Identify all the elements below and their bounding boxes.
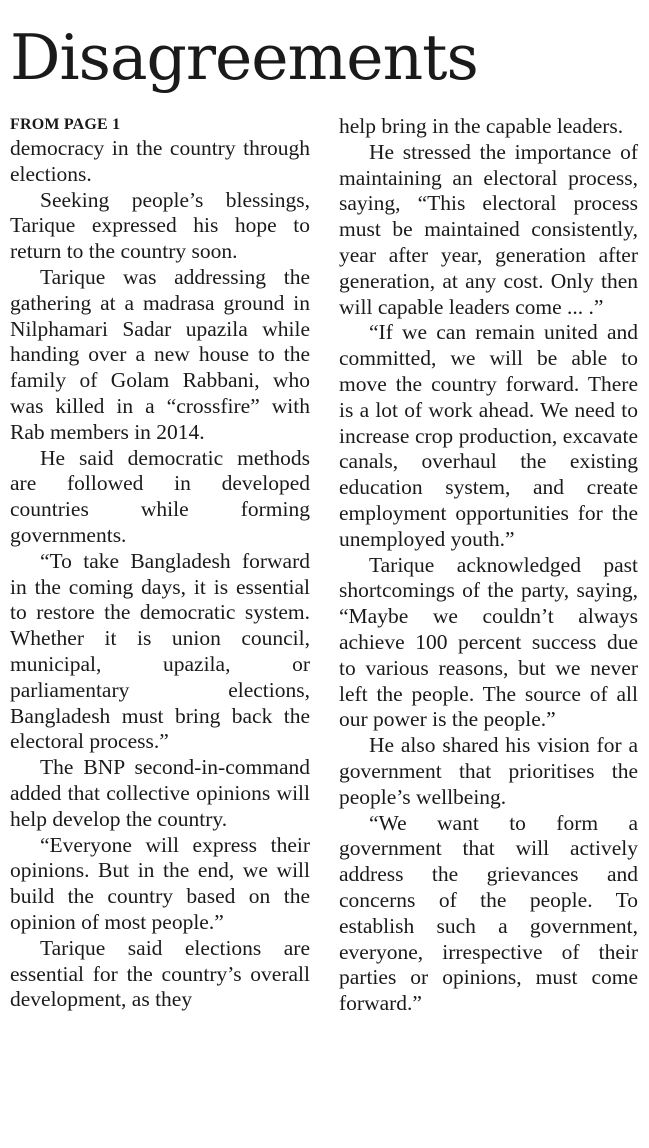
dateline: FROM PAGE 1: [10, 116, 121, 133]
article-column-left: [10, 114, 310, 1013]
headline: Disagreements: [10, 21, 478, 94]
paragraph: “To take Bangladesh forward in the coming days, it is essential to restore the democratic system. Whether it is union council, municipal, upazila, or parliamentary elections, Bangladesh must bring back the electoral process.”: [10, 548, 310, 754]
paragraph: Tarique was addressing the gathering at a madrasa ground in Nilphamari Sadar upazila while handing over a new house to the family of Golam Rabbani, who was killed in a “crossfire” with Rab members in 2014.: [10, 264, 310, 444]
paragraph: “Everyone will express their opinions. But in the end, we will build the country based on the opinion of most people.”: [10, 832, 310, 934]
article-column-right: [339, 114, 638, 1017]
paragraph: The BNP second-in-command added that collective opinions will help develop the country.: [10, 755, 310, 831]
paragraph: He said democratic methods are followed in developed countries while forming governments.: [10, 445, 310, 547]
paragraph: Tarique said elections are essential for the country’s overall development, as they: [10, 935, 310, 1012]
paragraph: democracy in the country through elections.: [10, 136, 310, 186]
paragraph: “If we can remain united and committed, we will be able to move the country forward. There is a lot of work ahead. We need to increase crop production, excavate canals, overhaul the existing education system, and create employment opportunities for the unemployed youth.”: [339, 320, 638, 551]
paragraph: Seeking people’s blessings, Tarique expressed his hope to return to the country soon.: [10, 187, 310, 264]
paragraph: He also shared his vision for a government that prioritises the people’s wellbeing.: [339, 733, 638, 809]
paragraph: Tarique acknowledged past shortcomings of the party, saying, “Maybe we couldn’t always achieve 100 percent success due to various reasons, but we never left the people. The source of all our power is the people.”: [339, 552, 638, 732]
paragraph: He stressed the importance of maintaining an electoral process, saying, “This electoral process must be maintained consistently, year after year, generation after generation, at any cost. Only then will capable leaders come ... .”: [339, 139, 638, 319]
paragraph: “We want to form a government that will actively address the grievances and concerns of the people. To establish such a government, everyone, irrespective of their parties or opinions, must come forward.”: [339, 810, 638, 1016]
paragraph: help bring in the capable leaders.: [339, 114, 624, 138]
